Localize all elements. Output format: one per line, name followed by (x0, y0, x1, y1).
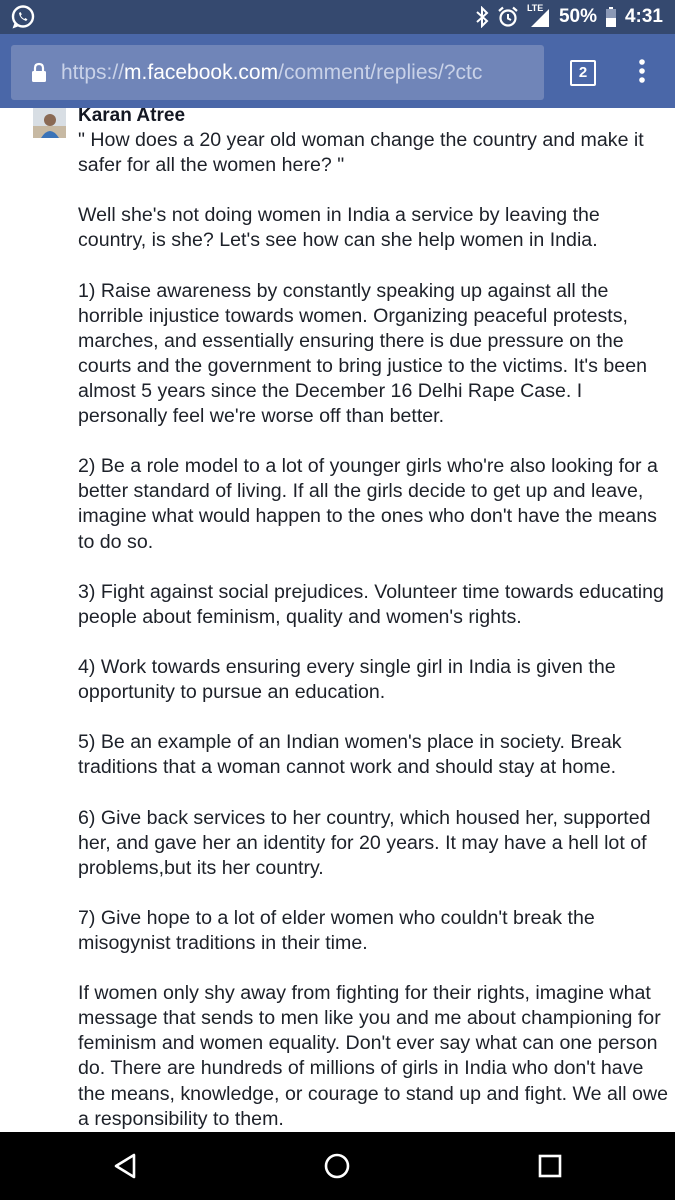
navigation-bar (0, 1132, 675, 1200)
network-type-label: LTE (526, 3, 544, 13)
comment-paragraph: 1) Raise awareness by constantly speaking up against all the horrible injustice towards women. Organizing peaceful protests, marches, and essentially ensuring there is due pressure on the courts and the government to bring justice to the victims. It's been almost 5 years since the December 16 Delhi Rape Case. I personally feel we're worse off than better. (78, 279, 647, 428)
comment-paragraph: 2) Be a role model to a lot of younger girls who're also looking for a better standard of living. If all the girls decide to get up and leave, imagine what would happen to the ones who don't have the means to do so. (78, 455, 658, 553)
url-bar[interactable] (11, 45, 544, 100)
battery-icon (605, 6, 617, 28)
comment-paragraph: 7) Give hope to a lot of elder women who couldn't break the misogynist traditions in their time. (78, 906, 595, 954)
comment-body (78, 128, 673, 1132)
url-path: /comment/replies/?ctc (278, 61, 483, 84)
back-icon[interactable] (112, 1152, 140, 1185)
comment-paragraph: 3) Fight against social prejudices. Volunteer time towards educating people about feminism, quality and women's rights. (78, 580, 664, 628)
comment-thread (0, 108, 675, 1132)
comment-paragraph: If women only shy away from fighting for their rights, imagine what message that sends to men like you and me about championing for feminism and women equality. Don't ever say what can one person do. There are hundreds of millions of girls in India who don't have the means, knowledge, or courage to stand up and fight. We all owe a responsibility to them. (78, 982, 668, 1130)
comment-paragraph: 5) Be an example of an Indian women's place in society. Break traditions that a woman cannot work and should stay at home. (78, 731, 622, 779)
url-host: m.facebook.com (124, 61, 279, 84)
comment-paragraph: 6) Give back services to her country, which housed her, supported her, and gave her an identity for 20 years. It may have a hell lot of problems,but its her country. (78, 806, 651, 879)
browser-toolbar (0, 34, 675, 108)
recents-icon[interactable] (536, 1152, 564, 1185)
whatsapp-icon (10, 4, 36, 35)
comment-paragraph: Well she's not doing women in India a service by leaving the country, is she? Let's see how can she help women in India. (78, 204, 600, 252)
alarm-icon (497, 6, 519, 28)
lock-icon (31, 62, 47, 87)
more-vert-icon[interactable] (630, 58, 654, 89)
battery-percent: 50% (558, 6, 597, 27)
home-icon[interactable] (323, 1152, 351, 1185)
comment-paragraph: 4) Work towards ensuring every single girl in India is given the opportunity to pursue an education. (78, 655, 616, 704)
url-text (61, 45, 541, 100)
status-bar (0, 0, 675, 34)
clock-time: 4:31 (624, 6, 663, 27)
avatar[interactable] (33, 108, 66, 138)
url-scheme: https:// (61, 61, 125, 84)
bluetooth-icon (475, 6, 489, 28)
comment-author[interactable]: Karan Atree (78, 108, 186, 126)
comment-paragraph: " How does a 20 year old woman change the country and make it safer for all the women here? " (78, 129, 644, 177)
signal-icon (527, 5, 551, 29)
tab-switcher-button[interactable]: 2 (570, 60, 596, 86)
